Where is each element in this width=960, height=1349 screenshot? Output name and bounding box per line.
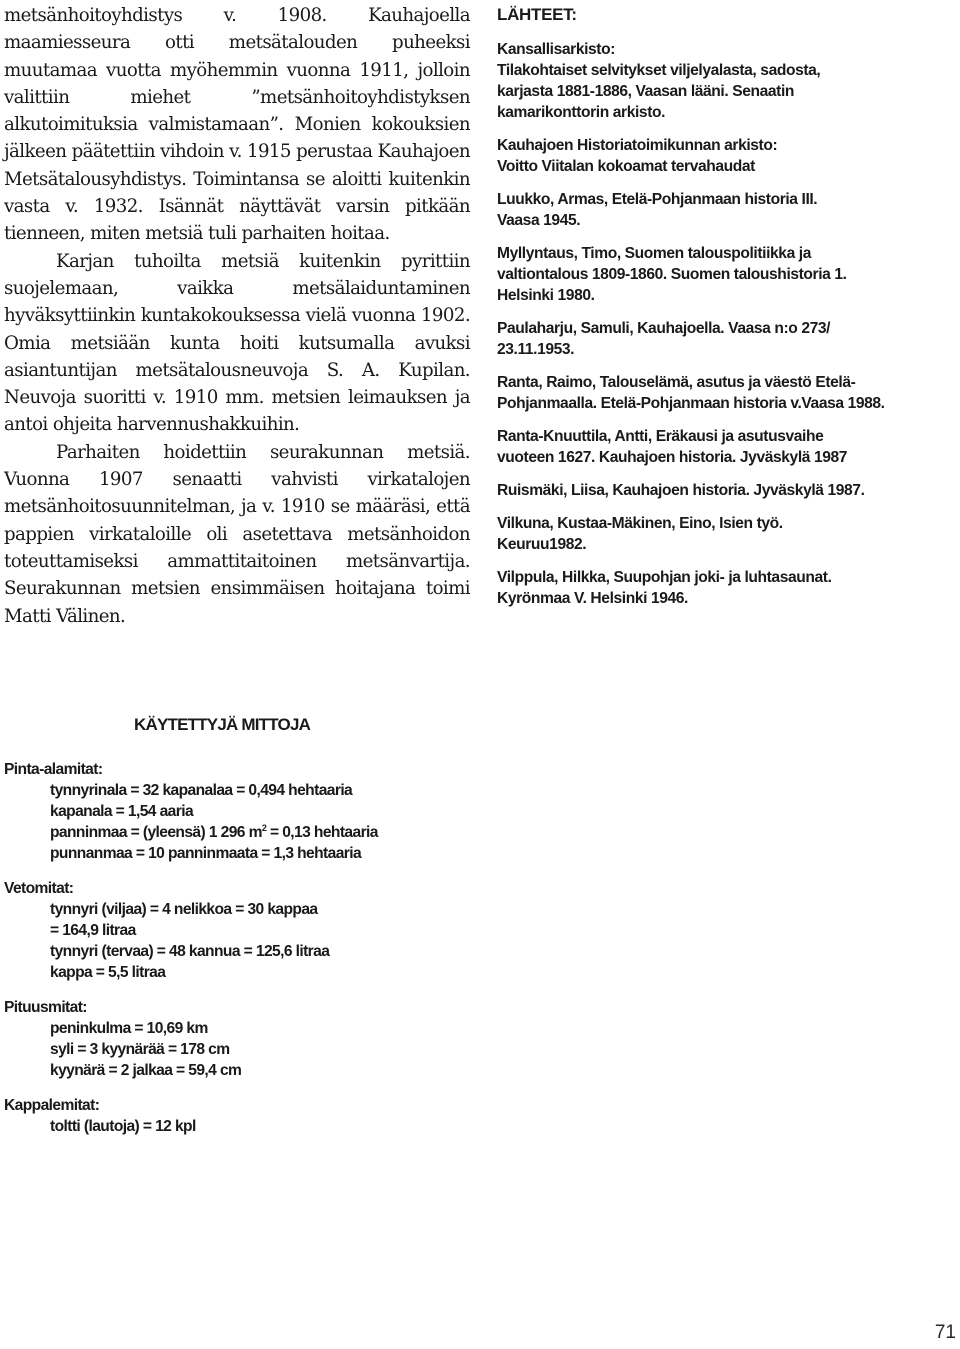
source-line: Ranta-Knuuttila, Antti, Eräkausi ja asutusvaihe — [497, 428, 824, 445]
sources-heading: LÄHTEET: — [497, 5, 577, 24]
measure-line: tynnyri (viljaa) = 4 nelikkoa = 30 kappaa — [50, 901, 318, 918]
measure-group-title: Pinta-alamitat: — [4, 761, 103, 778]
measure-line: toltti (lautoja) = 12 kpl — [50, 1118, 196, 1135]
measure-line: peninkulma = 10,69 km — [50, 1020, 208, 1037]
superscript: 2 — [261, 823, 267, 833]
source-line: Voitto Viitalan kokoamat tervahaudat — [497, 158, 755, 175]
source-line: Helsinki 1980. — [497, 287, 595, 304]
source-line: Keuruu1982. — [497, 536, 587, 553]
source-entry — [497, 372, 960, 414]
source-line: Pohjanmaalla. Etelä-Pohjanmaan historia v.Vaasa 1988. — [497, 395, 885, 412]
body-paragraph-3: Parhaiten hoidettiin seurakunnan metsiä. Vuonna 1907 senaatti vahvisti virkatalojen metsänhoitosuunnitelman, ja v. 1910 se määräsi, että pappien virkataloille oli asetettava metsänhoidon toteuttamiseksi ammattitaitoinen metsänvartija. Seurakunnan metsien ensimmäisen hoitajana toimi Matti Välinen. — [4, 441, 470, 627]
source-entry — [497, 318, 960, 360]
source-line: karjasta 1881-1886, Vaasan lääni. Senaatin — [497, 83, 795, 100]
source-line: Myllyntaus, Timo, Suomen talouspolitiikka ja — [497, 245, 811, 262]
source-line: Ranta, Raimo, Talouselämä, asutus ja väestö Etelä- — [497, 374, 856, 391]
source-line: Paulaharju, Samuli, Kauhajoella. Vaasa n:o 273/ — [497, 320, 831, 337]
source-line: kamarikonttorin arkisto. — [497, 104, 666, 121]
source-entry — [497, 513, 960, 555]
measure-line: kyynärä = 2 jalkaa = 59,4 cm — [50, 1062, 242, 1079]
measure-group-title: Pituusmitat: — [4, 999, 87, 1016]
measure-group-area — [4, 759, 604, 864]
measure-group-volume — [4, 878, 604, 983]
measure-line: tynnyri (tervaa) = 48 kannua = 125,6 litraa — [50, 943, 330, 960]
source-entry — [497, 480, 960, 501]
measure-line-suffix: = 0,13 hehtaaria — [266, 824, 378, 841]
measure-line — [4, 822, 604, 843]
measure-line: punnanmaa = 10 panninmaata = 1,3 hehtaaria — [50, 845, 362, 862]
body-paragraph-2: Karjan tuhoilta metsiä kuitenkin pyrittiin suojelemaan, vaikka metsälaiduntaminen hyväksyttiinkin kuntakokouksessa vielä vuonna 1902. Omia metsiään kunta hoiti kutsumalla avuksi asiantuntijan metsätalousneuvoja S. A. Kupilan. Neuvoja suoritti v. 1910 mm. metsien leimauksen ja antoi ohjeita harvennushakkuihin. — [4, 250, 470, 436]
sources-list — [497, 39, 960, 609]
measure-line: kappa = 5,5 litraa — [50, 964, 166, 981]
source-entry — [497, 189, 960, 231]
source-entry — [497, 243, 960, 306]
source-line: Kansallisarkisto: — [497, 41, 616, 58]
source-entry — [497, 135, 960, 177]
measure-line: tynnyrinala = 32 kapanalaa = 0,494 hehtaaria — [50, 782, 353, 799]
source-line: valtiontalous 1809-1860. Suomen taloushistoria 1. — [497, 266, 847, 283]
source-entry — [497, 567, 960, 609]
measures-heading: KÄYTETTYJÄ MITTOJA — [134, 715, 311, 734]
page-number: 71 — [934, 1322, 956, 1343]
source-line: Kyrönmaa V. Helsinki 1946. — [497, 590, 688, 607]
source-line: Luukko, Armas, Etelä-Pohjanmaan historia III. — [497, 191, 818, 208]
source-line: Ruismäki, Liisa, Kauhajoen historia. Jyväskylä 1987. — [497, 482, 865, 499]
source-entry — [497, 426, 960, 468]
measure-group-length — [4, 997, 604, 1081]
measure-line: syli = 3 kyynärää = 178 cm — [50, 1041, 230, 1058]
measure-group-count — [4, 1095, 604, 1137]
source-line: Vilppula, Hilkka, Suupohjan joki- ja luhtasaunat. — [497, 569, 832, 586]
measure-line: kapanala = 1,54 aaria — [50, 803, 194, 820]
body-text-column — [4, 2, 470, 630]
source-line: vuoteen 1627. Kauhajoen historia. Jyväskylä 1987 — [497, 449, 848, 466]
measures-section — [4, 714, 604, 1151]
measure-group-title: Kappalemitat: — [4, 1097, 100, 1114]
source-line: Vilkuna, Kustaa-Mäkinen, Eino, Isien työ. — [497, 515, 783, 532]
measure-group-title: Vetomitat: — [4, 880, 74, 897]
source-line: 23.11.1953. — [497, 341, 575, 358]
source-line: Vaasa 1945. — [497, 212, 581, 229]
body-paragraph-1: metsänhoitoyhdistys v. 1908. Kauhajoella maamiesseura otti metsätalouden puheeksi muutamaa vuotta myöhemmin vuonna 1911, jolloin valittiin miehet ”metsänhoitoyhdistyksen alkutoimituksia valmistamaan”. Monien kokouksien jälkeen päätettiin vihdoin v. 1915 perustaa Kauhajoen Metsätalousyhdistys. Toimintansa se aloitti kuitenkin vasta v. 1932. Isännät näyttävät varsin pitkään tienneen, miten metsiä tuli parhaiten hoitaa. — [4, 5, 470, 245]
source-line: Tilakohtaiset selvitykset viljelyalasta, sadosta, — [497, 62, 821, 79]
source-line: Kauhajoen Historiatoimikunnan arkisto: — [497, 137, 778, 154]
measure-line-text: panninmaa = (yleensä) 1 296 m — [50, 824, 262, 841]
sources-column — [497, 4, 960, 621]
source-entry — [497, 39, 960, 123]
measure-line: = 164,9 litraa — [50, 922, 136, 939]
